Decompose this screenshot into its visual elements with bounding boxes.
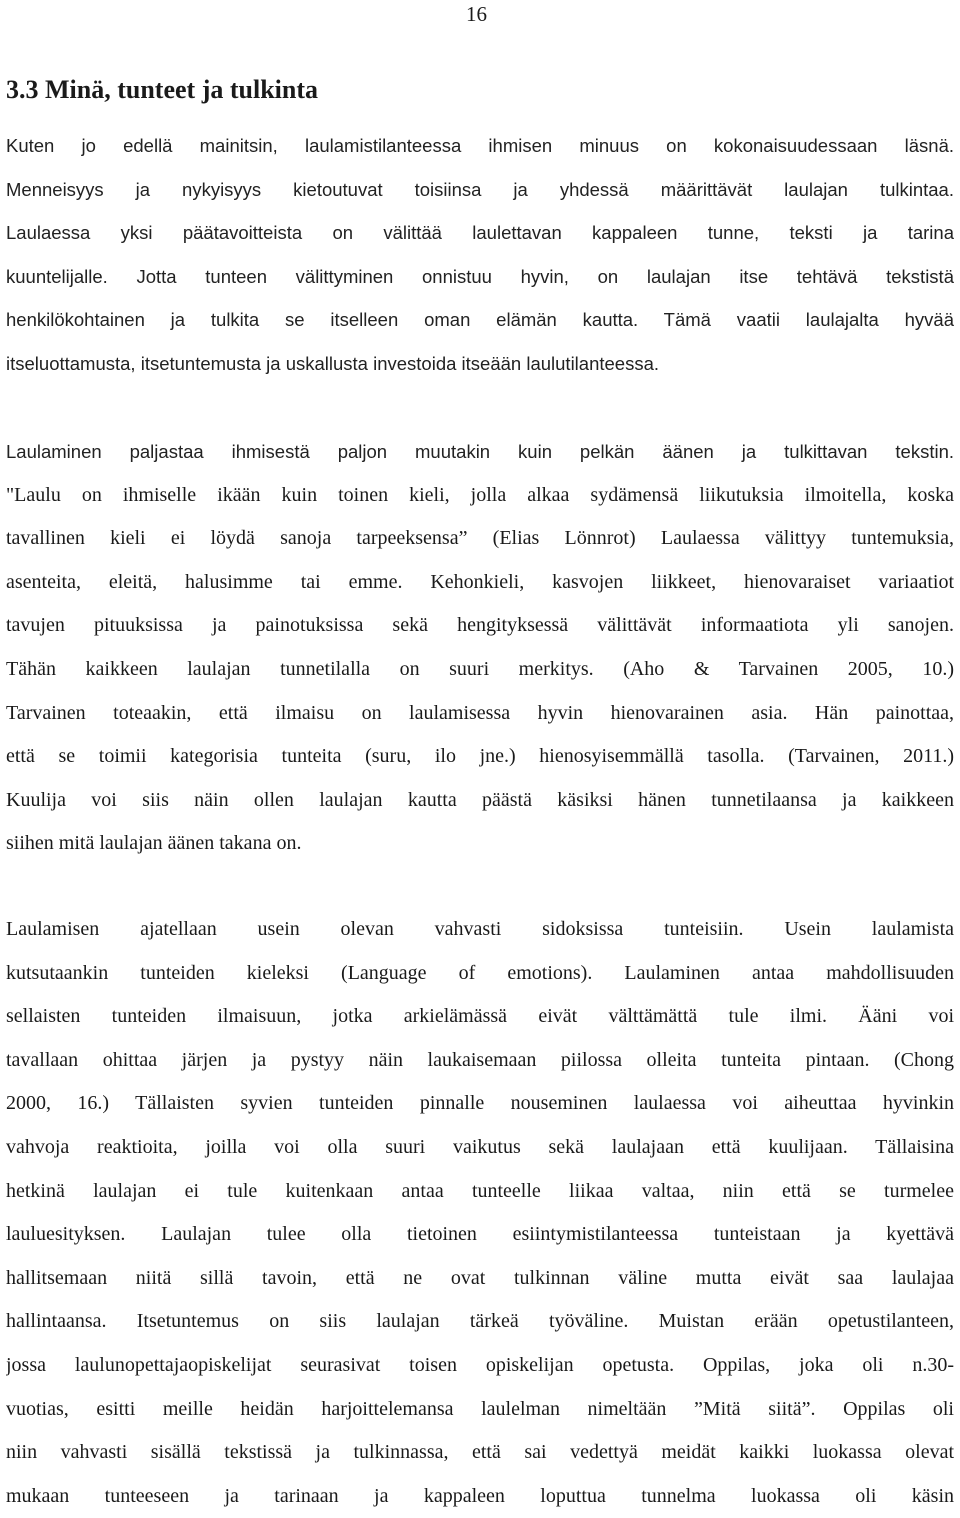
text-line: mukaan tunteeseen ja tarinaan ja kappaleen loputtua tunnelma luokassa oli käsin bbox=[6, 1484, 954, 1507]
text-line: Kuten jo edellä mainitsin, laulamistilanteessa ihmisen minuus on kokonaisuudessaan läsnä. bbox=[6, 135, 954, 156]
text-line: henkilökohtainen ja tulkita se itselleen oman elämän kautta. Tämä vaatii laulajalta hyvää bbox=[6, 309, 954, 331]
text-line: hetkinä laulajan ei tule kuitenkaan antaa tunteelle liikaa valtaa, niin että se turmelee bbox=[6, 1179, 954, 1202]
text-line: sellaisten tunteiden ilmaisuun, jotka arkielämässä eivät välttämättä tule ilmi. Ääni voi bbox=[6, 1005, 954, 1028]
text-line: niin vahvasti sisällä tekstissä ja tulkinnassa, että sai vedettyä meidät kaikki luokassa olevat bbox=[6, 1441, 954, 1464]
text-line: vuotias, esitti meille heidän harjoittelemansa laulelman nimeltään ”Mitä siitä”. Oppilas oli bbox=[6, 1397, 954, 1420]
paragraph-1 bbox=[6, 124, 954, 386]
paragraph-3 bbox=[6, 908, 954, 1518]
text-line: Menneisyys ja nykyisyys kietoutuvat toisiinsa ja yhdessä määrittävät laulajan tulkintaa. bbox=[6, 178, 954, 200]
text-line: tavallaan ohittaa järjen ja pystyy näin laukaisemaan piilossa olleita tunteita pintaan. (Chong bbox=[6, 1048, 954, 1071]
text-line: että se toimii kategorisia tunteita (suru, ilo jne.) hienosyisemmällä tasolla. (Tarvainen, 2011.) bbox=[6, 745, 954, 768]
text-line: Laulamisen ajatellaan usein olevan vahvasti sidoksissa tunteisiin. Usein laulamista bbox=[6, 918, 954, 940]
text-line: itseluottamusta, itsetuntemusta ja uskallusta investoida itseään laulutilanteessa. bbox=[6, 352, 660, 374]
text-line: "Laulu on ihmiselle ikään kuin toinen kieli, jolla alkaa sydämensä liikutuksia ilmoitella, koska bbox=[6, 483, 954, 506]
text-line: kutsutaankin tunteiden kieleksi (Language of emotions). Laulaminen antaa mahdollisuuden bbox=[6, 961, 954, 984]
text-line: siihen mitä laulajan äänen takana on. bbox=[6, 832, 302, 855]
text-line: Laulaminen paljastaa ihmisestä paljon muutakin kuin pelkän äänen ja tulkittavan tekstin. bbox=[6, 441, 954, 462]
text-line: Tarvainen toteaakin, että ilmaisu on laulamisessa hyvin hienovarainen asia. Hän painottaa, bbox=[6, 701, 954, 724]
text-line: tavallinen kieli ei löydä sanoja tarpeeksensa” (Elias Lönnrot) Laulaessa välittyy tuntemuksia, bbox=[6, 527, 954, 550]
text-line: lauluesityksen. Laulajan tulee olla tietoinen esiintymistilanteessa tunteistaan ja kyettävä bbox=[6, 1223, 954, 1246]
text-line: kuuntelijalle. Jotta tunteen välittyminen onnistuu hyvin, on laulajan itse tehtävä tekstistä bbox=[6, 265, 954, 287]
text-line: asenteita, eleitä, halusimme tai emme. Kehonkieli, kasvojen liikkeet, hienovaraiset variaatiot bbox=[6, 570, 954, 593]
page-number: 16 bbox=[466, 2, 487, 26]
section-heading: 3.3 Minä, tunteet ja tulkinta bbox=[6, 75, 318, 104]
text-line: hallintaansa. Itsetuntemus on siis laulajan tärkeä työväline. Muistan erään opetustilanteen, bbox=[6, 1310, 954, 1333]
text-line: tavujen pituuksissa ja painotuksissa sekä hengityksessä välittävät informaatiota yli sanojen. bbox=[6, 614, 954, 637]
paragraph-2 bbox=[6, 430, 954, 866]
text-line: Kuulija voi siis näin ollen laulajan kautta päästä käsiksi hänen tunnetilaansa ja kaikkeen bbox=[6, 788, 954, 811]
text-line: 2000, 16.) Tällaisten syvien tunteiden pinnalle nouseminen laulaessa voi aiheuttaa hyvinkin bbox=[6, 1092, 954, 1115]
text-line: Tähän kaikkeen laulajan tunnetilalla on suuri merkitys. (Aho & Tarvainen 2005, 10.) bbox=[6, 657, 954, 680]
text-line: jossa laulunopettajaopiskelijat seurasivat toisen opiskelijan opetusta. Oppilas, joka oli n.30- bbox=[6, 1353, 954, 1376]
text-line: vahvoja reaktioita, joilla voi olla suuri vaikutus sekä laulajaan että kuulijaan. Tällaisina bbox=[6, 1135, 954, 1158]
text-line: Laulaessa yksi päätavoitteista on välittää laulettavan kappaleen tunne, teksti ja tarina bbox=[6, 222, 954, 244]
text-line: hallitsemaan niitä sillä tavoin, että ne ovat tulkinnan väline mutta eivät saa laulajaa bbox=[6, 1266, 954, 1289]
